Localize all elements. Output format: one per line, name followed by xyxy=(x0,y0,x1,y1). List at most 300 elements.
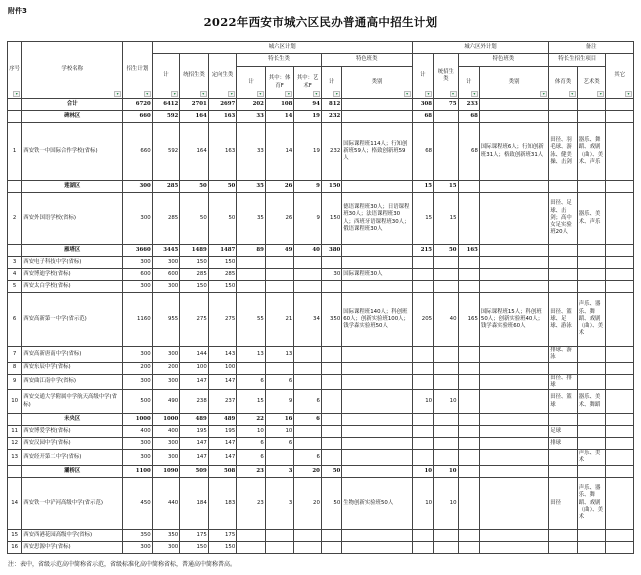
outer-unified-cell[interactable]: 15 xyxy=(434,193,458,245)
spec-sport-cell[interactable]: 6 xyxy=(265,374,294,390)
plan-cell[interactable]: 300 xyxy=(123,193,153,245)
school-name-cell[interactable]: 西安思源中学(省标) xyxy=(22,541,123,553)
feature-type-cell[interactable] xyxy=(342,281,412,293)
spec-art-cell[interactable]: 20 xyxy=(294,477,322,529)
remark-sport-cell[interactable] xyxy=(549,245,578,257)
spec-art-cell[interactable]: 19 xyxy=(294,123,322,181)
remark-sport-cell[interactable] xyxy=(549,414,578,426)
spec-sport-cell[interactable]: 14 xyxy=(265,111,294,123)
table-row[interactable] xyxy=(8,426,634,438)
outer-feature-type-cell[interactable] xyxy=(479,426,548,438)
remark-art-cell[interactable]: 器乐、美术、声乐 xyxy=(577,193,606,245)
spec-sport-cell[interactable]: 16 xyxy=(265,414,294,426)
outer-feature-total-cell[interactable] xyxy=(458,362,479,374)
spec-total-cell[interactable]: 6 xyxy=(237,438,266,450)
outer-feature-type-cell[interactable] xyxy=(479,477,548,529)
inner-unified-cell[interactable]: 50 xyxy=(180,181,209,193)
remark-sport-cell[interactable] xyxy=(549,111,578,123)
spec-art-cell[interactable]: 34 xyxy=(294,293,322,347)
header-inner-directed[interactable]: 定向生类 ▾ xyxy=(208,54,237,99)
remark-other-cell[interactable] xyxy=(606,390,634,414)
outer-total-cell[interactable] xyxy=(412,414,433,426)
feature-type-cell[interactable] xyxy=(342,257,412,269)
spec-sport-cell[interactable] xyxy=(265,529,294,541)
outer-unified-cell[interactable] xyxy=(434,347,458,363)
inner-directed-cell[interactable]: 150 xyxy=(208,281,237,293)
remark-art-cell[interactable] xyxy=(577,541,606,553)
outer-total-cell[interactable] xyxy=(412,347,433,363)
feature-type-cell[interactable] xyxy=(342,111,412,123)
outer-feature-total-cell[interactable] xyxy=(458,347,479,363)
plan-cell[interactable]: 300 xyxy=(123,281,153,293)
remark-sport-cell[interactable]: 田径、篮球 xyxy=(549,390,578,414)
outer-feature-type-cell[interactable] xyxy=(479,181,548,193)
inner-directed-cell[interactable]: 237 xyxy=(208,390,237,414)
plan-cell[interactable]: 1160 xyxy=(123,293,153,347)
plan-cell[interactable]: 600 xyxy=(123,269,153,281)
remark-sport-cell[interactable] xyxy=(549,99,578,111)
spec-art-cell[interactable]: 20 xyxy=(294,465,322,477)
outer-unified-cell[interactable] xyxy=(434,281,458,293)
outer-total-cell[interactable] xyxy=(412,269,433,281)
feature-total-cell[interactable]: 350 xyxy=(321,293,341,347)
inner-total-cell[interactable]: 400 xyxy=(152,426,180,438)
seq-cell[interactable] xyxy=(8,245,22,257)
outer-unified-cell[interactable] xyxy=(434,438,458,450)
feature-total-cell[interactable] xyxy=(321,374,341,390)
outer-feature-total-cell[interactable] xyxy=(458,257,479,269)
spec-art-cell[interactable] xyxy=(294,347,322,363)
school-name-cell[interactable]: 西安外国语学校(省标) xyxy=(22,193,123,245)
plan-cell[interactable]: 200 xyxy=(123,362,153,374)
subtotal-row[interactable] xyxy=(8,99,634,111)
remark-other-cell[interactable] xyxy=(606,123,634,181)
remark-sport-cell[interactable]: 足球 xyxy=(549,426,578,438)
inner-total-cell[interactable]: 955 xyxy=(152,293,180,347)
spec-total-cell[interactable]: 23 xyxy=(237,465,266,477)
inner-unified-cell[interactable]: 275 xyxy=(180,293,209,347)
header-inner-unified[interactable]: 统招生类 ▾ xyxy=(180,54,209,99)
inner-directed-cell[interactable]: 195 xyxy=(208,426,237,438)
seq-cell[interactable]: 14 xyxy=(8,477,22,529)
plan-cell[interactable]: 300 xyxy=(123,438,153,450)
feature-total-cell[interactable] xyxy=(321,257,341,269)
outer-unified-cell[interactable] xyxy=(434,123,458,181)
feature-type-cell[interactable]: 国际课程班140人；科创班60人；创新实验班100人；钱学森实验班50人 xyxy=(342,293,412,347)
outer-feature-type-cell[interactable] xyxy=(479,257,548,269)
spec-art-cell[interactable] xyxy=(294,362,322,374)
outer-total-cell[interactable]: 205 xyxy=(412,293,433,347)
school-name-cell[interactable]: 未央区 xyxy=(22,414,123,426)
feature-type-cell[interactable] xyxy=(342,99,412,111)
remark-art-cell[interactable]: 声乐、器乐、舞蹈、戏剧（曲）、美术 xyxy=(577,293,606,347)
outer-feature-type-cell[interactable] xyxy=(479,269,548,281)
outer-feature-total-cell[interactable] xyxy=(458,477,479,529)
header-outer-total[interactable]: 计 ▾ xyxy=(412,54,433,99)
school-name-cell[interactable]: 西安汉园中学(省标) xyxy=(22,438,123,450)
inner-directed-cell[interactable]: 163 xyxy=(208,111,237,123)
feature-total-cell[interactable] xyxy=(321,362,341,374)
outer-unified-cell[interactable]: 15 xyxy=(434,181,458,193)
outer-feature-type-cell[interactable] xyxy=(479,414,548,426)
seq-cell[interactable] xyxy=(8,414,22,426)
inner-unified-cell[interactable]: 238 xyxy=(180,390,209,414)
spec-art-cell[interactable] xyxy=(294,541,322,553)
outer-total-cell[interactable]: 10 xyxy=(412,477,433,529)
feature-type-cell[interactable] xyxy=(342,414,412,426)
outer-feature-total-cell[interactable] xyxy=(458,193,479,245)
header-seq[interactable]: 序号 ▾ xyxy=(8,42,22,99)
remark-art-cell[interactable] xyxy=(577,426,606,438)
spec-sport-cell[interactable] xyxy=(265,257,294,269)
remark-art-cell[interactable]: 器乐、舞蹈、戏剧（曲）、美术、声乐 xyxy=(577,123,606,181)
inner-unified-cell[interactable]: 184 xyxy=(180,477,209,529)
remark-sport-cell[interactable] xyxy=(549,529,578,541)
spec-sport-cell[interactable] xyxy=(265,269,294,281)
outer-total-cell[interactable] xyxy=(412,362,433,374)
outer-unified-cell[interactable]: 40 xyxy=(434,293,458,347)
inner-total-cell[interactable]: 6412 xyxy=(152,99,180,111)
school-name-cell[interactable]: 西安太白学校(省标) xyxy=(22,281,123,293)
school-name-cell[interactable]: 西安曲江南中学(省标) xyxy=(22,374,123,390)
outer-total-cell[interactable]: 15 xyxy=(412,193,433,245)
spec-total-cell[interactable] xyxy=(237,281,266,293)
spec-sport-cell[interactable]: 10 xyxy=(265,426,294,438)
remark-other-cell[interactable] xyxy=(606,541,634,553)
school-name-cell[interactable]: 西安交通大学附属中学航天高级中学(省标) xyxy=(22,390,123,414)
remark-sport-cell[interactable]: 田径 xyxy=(549,477,578,529)
inner-total-cell[interactable]: 300 xyxy=(152,257,180,269)
outer-feature-total-cell[interactable]: 68 xyxy=(458,123,479,181)
inner-total-cell[interactable]: 1000 xyxy=(152,414,180,426)
feature-total-cell[interactable]: 50 xyxy=(321,477,341,529)
remark-other-cell[interactable] xyxy=(606,450,634,466)
outer-total-cell[interactable]: 68 xyxy=(412,111,433,123)
remark-art-cell[interactable] xyxy=(577,257,606,269)
header-remark-other[interactable]: 其它 ▾ xyxy=(606,54,634,99)
outer-feature-type-cell[interactable] xyxy=(479,450,548,466)
outer-unified-cell[interactable] xyxy=(434,374,458,390)
spec-total-cell[interactable] xyxy=(237,269,266,281)
remark-sport-cell[interactable] xyxy=(549,281,578,293)
outer-feature-type-cell[interactable] xyxy=(479,529,548,541)
spec-total-cell[interactable]: 89 xyxy=(237,245,266,257)
school-name-cell[interactable]: 西安铁一中国际合作学校(省标) xyxy=(22,123,123,181)
plan-cell[interactable]: 300 xyxy=(123,257,153,269)
feature-type-cell[interactable] xyxy=(342,541,412,553)
spec-sport-cell[interactable]: 14 xyxy=(265,123,294,181)
outer-unified-cell[interactable] xyxy=(434,414,458,426)
spec-total-cell[interactable]: 55 xyxy=(237,293,266,347)
remark-other-cell[interactable] xyxy=(606,374,634,390)
inner-directed-cell[interactable]: 150 xyxy=(208,541,237,553)
outer-total-cell[interactable]: 215 xyxy=(412,245,433,257)
feature-total-cell[interactable] xyxy=(321,281,341,293)
outer-unified-cell[interactable]: 10 xyxy=(434,390,458,414)
inner-total-cell[interactable]: 3445 xyxy=(152,245,180,257)
feature-type-cell[interactable] xyxy=(342,450,412,466)
remark-art-cell[interactable] xyxy=(577,465,606,477)
spec-art-cell[interactable] xyxy=(294,281,322,293)
feature-total-cell[interactable]: 30 xyxy=(321,269,341,281)
inner-directed-cell[interactable]: 143 xyxy=(208,347,237,363)
spec-art-cell[interactable] xyxy=(294,529,322,541)
seq-cell[interactable]: 5 xyxy=(8,281,22,293)
feature-type-cell[interactable] xyxy=(342,374,412,390)
table-row[interactable] xyxy=(8,281,634,293)
plan-cell[interactable]: 400 xyxy=(123,426,153,438)
school-name-cell[interactable]: 西安铁一中浐河高级中学(省示范) xyxy=(22,477,123,529)
school-name-cell[interactable]: 碑林区 xyxy=(22,111,123,123)
feature-total-cell[interactable]: 812 xyxy=(321,99,341,111)
remark-other-cell[interactable] xyxy=(606,465,634,477)
feature-total-cell[interactable] xyxy=(321,426,341,438)
table-row[interactable] xyxy=(8,293,634,347)
feature-total-cell[interactable]: 150 xyxy=(321,193,341,245)
inner-directed-cell[interactable]: 50 xyxy=(208,193,237,245)
feature-type-cell[interactable] xyxy=(342,245,412,257)
table-row[interactable] xyxy=(8,390,634,414)
table-row[interactable] xyxy=(8,477,634,529)
outer-total-cell[interactable] xyxy=(412,257,433,269)
inner-directed-cell[interactable]: 100 xyxy=(208,362,237,374)
outer-unified-cell[interactable] xyxy=(434,450,458,466)
outer-feature-total-cell[interactable] xyxy=(458,414,479,426)
school-name-cell[interactable]: 西安西港花园高级中学(省标) xyxy=(22,529,123,541)
remark-art-cell[interactable]: 声乐、美术 xyxy=(577,450,606,466)
inner-total-cell[interactable]: 285 xyxy=(152,181,180,193)
outer-total-cell[interactable] xyxy=(412,541,433,553)
feature-total-cell[interactable] xyxy=(321,414,341,426)
plan-cell[interactable]: 450 xyxy=(123,477,153,529)
spec-total-cell[interactable]: 10 xyxy=(237,426,266,438)
remark-other-cell[interactable] xyxy=(606,426,634,438)
feature-type-cell[interactable] xyxy=(342,529,412,541)
outer-total-cell[interactable] xyxy=(412,374,433,390)
plan-cell[interactable]: 660 xyxy=(123,111,153,123)
outer-feature-total-cell[interactable]: 233 xyxy=(458,99,479,111)
outer-total-cell[interactable]: 10 xyxy=(412,465,433,477)
inner-unified-cell[interactable]: 2701 xyxy=(180,99,209,111)
outer-total-cell[interactable] xyxy=(412,438,433,450)
spec-art-cell[interactable]: 9 xyxy=(294,181,322,193)
remark-other-cell[interactable] xyxy=(606,293,634,347)
seq-cell[interactable]: 11 xyxy=(8,426,22,438)
header-remark-sport[interactable]: 体育类 ▾ xyxy=(549,67,578,99)
plan-cell[interactable]: 660 xyxy=(123,123,153,181)
spec-art-cell[interactable] xyxy=(294,438,322,450)
remark-sport-cell[interactable] xyxy=(549,257,578,269)
seq-cell[interactable] xyxy=(8,99,22,111)
spec-sport-cell[interactable]: 21 xyxy=(265,293,294,347)
inner-total-cell[interactable]: 300 xyxy=(152,541,180,553)
feature-total-cell[interactable]: 50 xyxy=(321,465,341,477)
feature-type-cell[interactable] xyxy=(342,390,412,414)
remark-art-cell[interactable] xyxy=(577,347,606,363)
spec-total-cell[interactable]: 202 xyxy=(237,99,266,111)
inner-directed-cell[interactable]: 489 xyxy=(208,414,237,426)
outer-feature-type-cell[interactable] xyxy=(479,374,548,390)
spec-sport-cell[interactable] xyxy=(265,450,294,466)
feature-total-cell[interactable] xyxy=(321,438,341,450)
inner-total-cell[interactable]: 350 xyxy=(152,529,180,541)
subtotal-row[interactable] xyxy=(8,414,634,426)
spec-sport-cell[interactable]: 13 xyxy=(265,347,294,363)
spec-art-cell[interactable] xyxy=(294,426,322,438)
remark-sport-cell[interactable] xyxy=(549,465,578,477)
remark-art-cell[interactable] xyxy=(577,245,606,257)
outer-total-cell[interactable] xyxy=(412,529,433,541)
spec-total-cell[interactable]: 15 xyxy=(237,390,266,414)
outer-unified-cell[interactable]: 50 xyxy=(434,245,458,257)
outer-feature-type-cell[interactable] xyxy=(479,193,548,245)
outer-feature-total-cell[interactable] xyxy=(458,426,479,438)
table-row[interactable] xyxy=(8,123,634,181)
inner-directed-cell[interactable]: 147 xyxy=(208,450,237,466)
inner-directed-cell[interactable]: 175 xyxy=(208,529,237,541)
remark-other-cell[interactable] xyxy=(606,257,634,269)
inner-directed-cell[interactable]: 508 xyxy=(208,465,237,477)
remark-art-cell[interactable]: 器乐、美术、舞蹈 xyxy=(577,390,606,414)
spec-art-cell[interactable]: 6 xyxy=(294,414,322,426)
table-row[interactable] xyxy=(8,450,634,466)
seq-cell[interactable] xyxy=(8,465,22,477)
spec-art-cell[interactable]: 40 xyxy=(294,245,322,257)
school-name-cell[interactable]: 西安高新第一中学(省示范) xyxy=(22,293,123,347)
seq-cell[interactable]: 10 xyxy=(8,390,22,414)
spec-art-cell[interactable]: 19 xyxy=(294,111,322,123)
remark-other-cell[interactable] xyxy=(606,181,634,193)
seq-cell[interactable]: 2 xyxy=(8,193,22,245)
feature-type-cell[interactable]: 国际课程班114人；行知创新班59人；格致创新班59人 xyxy=(342,123,412,181)
plan-cell[interactable]: 1100 xyxy=(123,465,153,477)
outer-unified-cell[interactable] xyxy=(434,426,458,438)
seq-cell[interactable]: 9 xyxy=(8,374,22,390)
remark-art-cell[interactable] xyxy=(577,414,606,426)
remark-other-cell[interactable] xyxy=(606,438,634,450)
feature-type-cell[interactable] xyxy=(342,181,412,193)
inner-unified-cell[interactable]: 147 xyxy=(180,450,209,466)
remark-art-cell[interactable] xyxy=(577,99,606,111)
spec-sport-cell[interactable]: 3 xyxy=(265,477,294,529)
outer-unified-cell[interactable] xyxy=(434,111,458,123)
header-remark-art[interactable]: 艺术类 ▾ xyxy=(577,67,606,99)
outer-feature-type-cell[interactable] xyxy=(479,111,548,123)
inner-directed-cell[interactable]: 147 xyxy=(208,374,237,390)
outer-feature-total-cell[interactable]: 165 xyxy=(458,293,479,347)
feature-total-cell[interactable] xyxy=(321,529,341,541)
remark-sport-cell[interactable] xyxy=(549,450,578,466)
outer-feature-type-cell[interactable] xyxy=(479,281,548,293)
spec-art-cell[interactable]: 6 xyxy=(294,450,322,466)
inner-unified-cell[interactable]: 175 xyxy=(180,529,209,541)
spec-total-cell[interactable] xyxy=(237,362,266,374)
outer-total-cell[interactable]: 15 xyxy=(412,181,433,193)
spec-sport-cell[interactable]: 6 xyxy=(265,438,294,450)
subtotal-row[interactable] xyxy=(8,181,634,193)
seq-cell[interactable]: 8 xyxy=(8,362,22,374)
outer-unified-cell[interactable]: 10 xyxy=(434,465,458,477)
inner-directed-cell[interactable]: 147 xyxy=(208,438,237,450)
school-name-cell[interactable]: 西安博爱学校(省标) xyxy=(22,426,123,438)
spec-total-cell[interactable]: 6 xyxy=(237,374,266,390)
remark-sport-cell[interactable]: 田径、足球、击剑；高中女足实验班20人 xyxy=(549,193,578,245)
header-spec-total[interactable]: 计 ▾ xyxy=(237,67,266,99)
inner-total-cell[interactable]: 592 xyxy=(152,111,180,123)
inner-total-cell[interactable]: 300 xyxy=(152,450,180,466)
school-name-cell[interactable]: 西安经开第二中学(省标) xyxy=(22,450,123,466)
spec-total-cell[interactable]: 13 xyxy=(237,347,266,363)
inner-unified-cell[interactable]: 150 xyxy=(180,541,209,553)
feature-total-cell[interactable] xyxy=(321,347,341,363)
header-school-name[interactable]: 学校名称 ▾ xyxy=(22,42,123,99)
remark-other-cell[interactable] xyxy=(606,193,634,245)
school-name-cell[interactable]: 西安博迪学校(省标) xyxy=(22,269,123,281)
outer-feature-type-cell[interactable]: 国际课程班15人；科创班50人；创新实验班40人；钱学森实验班60人 xyxy=(479,293,548,347)
spec-sport-cell[interactable]: 26 xyxy=(265,193,294,245)
seq-cell[interactable]: 7 xyxy=(8,347,22,363)
inner-unified-cell[interactable]: 285 xyxy=(180,269,209,281)
inner-total-cell[interactable]: 490 xyxy=(152,390,180,414)
outer-feature-total-cell[interactable]: 165 xyxy=(458,245,479,257)
outer-feature-total-cell[interactable] xyxy=(458,541,479,553)
outer-feature-type-cell[interactable] xyxy=(479,245,548,257)
plan-cell[interactable]: 300 xyxy=(123,347,153,363)
inner-unified-cell[interactable]: 509 xyxy=(180,465,209,477)
plan-cell[interactable]: 300 xyxy=(123,374,153,390)
outer-total-cell[interactable] xyxy=(412,281,433,293)
feature-total-cell[interactable] xyxy=(321,390,341,414)
inner-unified-cell[interactable]: 195 xyxy=(180,426,209,438)
feature-total-cell[interactable]: 232 xyxy=(321,123,341,181)
remark-sport-cell[interactable] xyxy=(549,541,578,553)
spec-art-cell[interactable] xyxy=(294,269,322,281)
spec-sport-cell[interactable]: 3 xyxy=(265,465,294,477)
remark-sport-cell[interactable] xyxy=(549,362,578,374)
school-name-cell[interactable]: 莲湖区 xyxy=(22,181,123,193)
inner-total-cell[interactable]: 300 xyxy=(152,281,180,293)
spec-sport-cell[interactable] xyxy=(265,281,294,293)
plan-cell[interactable]: 300 xyxy=(123,181,153,193)
spec-sport-cell[interactable]: 9 xyxy=(265,390,294,414)
feature-type-cell[interactable]: 生物创新实验班50人 xyxy=(342,477,412,529)
outer-unified-cell[interactable] xyxy=(434,257,458,269)
spec-sport-cell[interactable] xyxy=(265,362,294,374)
remark-other-cell[interactable] xyxy=(606,414,634,426)
feature-type-cell[interactable] xyxy=(342,426,412,438)
outer-feature-total-cell[interactable] xyxy=(458,374,479,390)
outer-feature-type-cell[interactable] xyxy=(479,438,548,450)
remark-art-cell[interactable] xyxy=(577,181,606,193)
seq-cell[interactable] xyxy=(8,111,22,123)
outer-feature-total-cell[interactable] xyxy=(458,438,479,450)
outer-unified-cell[interactable] xyxy=(434,541,458,553)
remark-art-cell[interactable] xyxy=(577,269,606,281)
seq-cell[interactable]: 6 xyxy=(8,293,22,347)
inner-unified-cell[interactable]: 489 xyxy=(180,414,209,426)
remark-art-cell[interactable] xyxy=(577,111,606,123)
spec-total-cell[interactable]: 6 xyxy=(237,450,266,466)
inner-total-cell[interactable]: 300 xyxy=(152,347,180,363)
outer-unified-cell[interactable] xyxy=(434,529,458,541)
inner-unified-cell[interactable]: 150 xyxy=(180,281,209,293)
school-name-cell[interactable]: 西安电子科技中学(省标) xyxy=(22,257,123,269)
remark-other-cell[interactable] xyxy=(606,362,634,374)
inner-unified-cell[interactable]: 147 xyxy=(180,374,209,390)
feature-type-cell[interactable] xyxy=(342,465,412,477)
spec-sport-cell[interactable] xyxy=(265,541,294,553)
outer-feature-type-cell[interactable] xyxy=(479,390,548,414)
